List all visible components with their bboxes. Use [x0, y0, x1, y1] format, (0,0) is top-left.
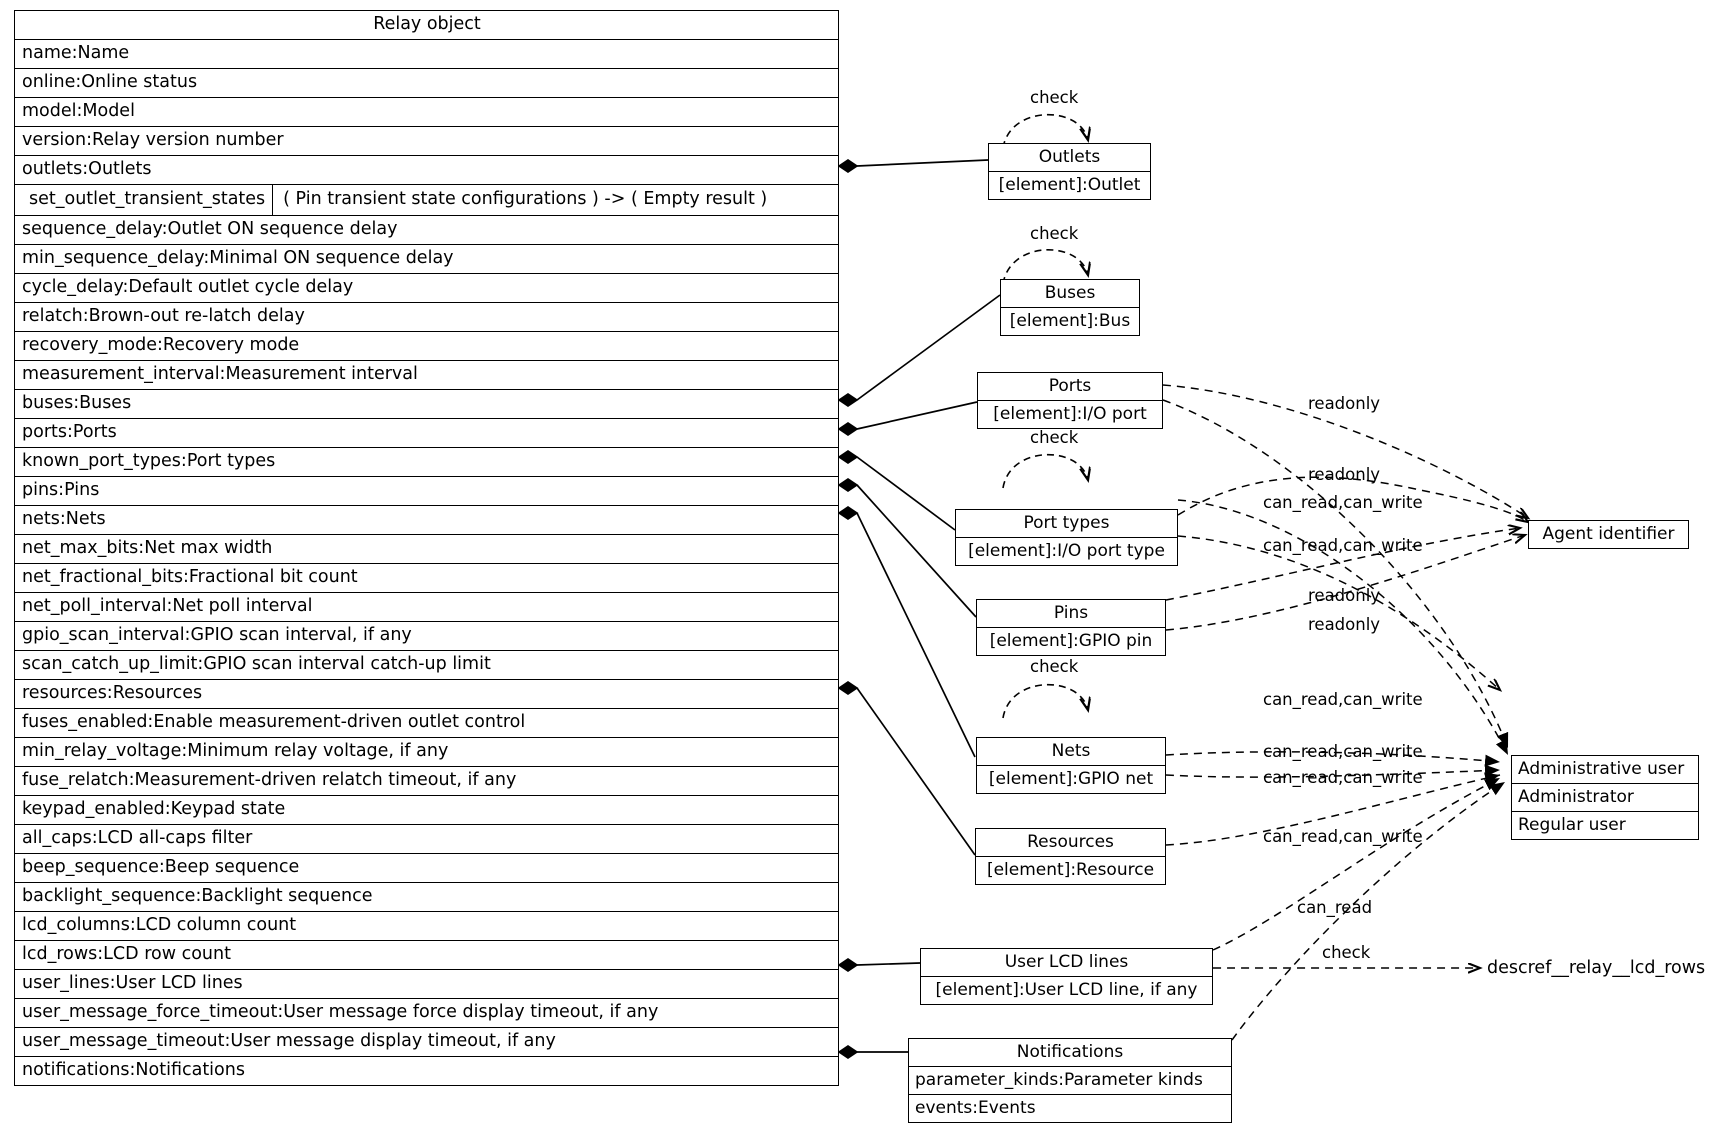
- class-buses: [1000, 279, 1140, 336]
- attribute-row: user_message_timeout:User message display timeout, if any: [15, 1027, 838, 1056]
- attribute-row: lcd_rows:LCD row count: [15, 940, 838, 969]
- class-member: [element]:Bus: [1001, 307, 1139, 335]
- attribute-row: backlight_sequence:Backlight sequence: [15, 882, 838, 911]
- attribute-row: sequence_delay:Outlet ON sequence delay: [15, 215, 838, 244]
- attribute-row: version:Relay version number: [15, 126, 838, 155]
- attribute-row: name:Name: [15, 39, 838, 68]
- edge-label-rw-resources: can_read,can_write: [1263, 827, 1423, 846]
- edge-label-check-lcd: check: [1322, 943, 1371, 962]
- edge-label-readonly-pins-2: readonly: [1308, 615, 1381, 634]
- class-relay-object: [14, 10, 839, 1086]
- class-member: [element]:Resource: [976, 856, 1165, 884]
- class-title: Resources: [1027, 832, 1114, 852]
- operation-name: set_outlet_transient_states: [22, 185, 273, 215]
- edge-label-rw-nets-a: can_read,can_write: [1263, 742, 1423, 761]
- edge-label-can-read-lcd: can_read: [1297, 898, 1373, 917]
- attribute-row: min_relay_voltage:Minimum relay voltage, if any: [15, 737, 838, 766]
- class-title: Notifications: [1016, 1042, 1124, 1062]
- class-title: Administrative user: [1518, 759, 1685, 779]
- class-title: Relay object: [373, 14, 481, 34]
- descref-label: descref__relay__lcd_rows: [1487, 958, 1706, 978]
- class-title: Agent identifier: [1542, 524, 1675, 544]
- class-administrative-user: [1511, 755, 1699, 840]
- class-member: Administrator: [1512, 783, 1698, 811]
- edge-label-readonly-port-types: readonly: [1308, 465, 1381, 484]
- class-outlets: [988, 143, 1151, 200]
- class-user-lcd-lines: [920, 948, 1213, 1005]
- edge-label-rw-pins: can_read,can_write: [1263, 690, 1423, 709]
- attribute-row: lcd_columns:LCD column count: [15, 911, 838, 940]
- attribute-row: cycle_delay:Default outlet cycle delay: [15, 273, 838, 302]
- attribute-row: resources:Resources: [15, 679, 838, 708]
- attribute-row: scan_catch_up_limit:GPIO scan interval catch-up limit: [15, 650, 838, 679]
- attribute-row: user_lines:User LCD lines: [15, 969, 838, 998]
- edge-label-check-nets: check: [1030, 657, 1079, 676]
- attribute-row: recovery_mode:Recovery mode: [15, 331, 838, 360]
- class-title: Buses: [1044, 283, 1096, 303]
- edge-label-rw-nets-b: can_read,can_write: [1263, 768, 1423, 787]
- class-member: [element]:User LCD line, if any: [921, 976, 1212, 1004]
- attribute-row: net_fractional_bits:Fractional bit count: [15, 563, 838, 592]
- attribute-row: online:Online status: [15, 68, 838, 97]
- attribute-row: keypad_enabled:Keypad state: [15, 795, 838, 824]
- class-port-types: [955, 509, 1178, 566]
- edge-label-readonly-ports: readonly: [1308, 394, 1381, 413]
- edge-label-check-port-types: check: [1030, 428, 1079, 447]
- edge-label-rw-port-types-a: can_read,can_write: [1263, 493, 1423, 512]
- edge-label-readonly-pins: readonly: [1308, 586, 1381, 605]
- class-member: [element]:I/O port type: [956, 537, 1177, 565]
- edge-label-rw-port-types-b: can_read,can_write: [1263, 536, 1423, 555]
- class-member: [element]:Outlet: [989, 171, 1150, 199]
- attribute-row: fuses_enabled:Enable measurement-driven outlet control: [15, 708, 838, 737]
- operation-row: [15, 184, 838, 215]
- class-title: Ports: [1048, 376, 1092, 396]
- attribute-row: known_port_types:Port types: [15, 447, 838, 476]
- attribute-row: net_max_bits:Net max width: [15, 534, 838, 563]
- attribute-row: relatch:Brown-out re-latch delay: [15, 302, 838, 331]
- attribute-row: outlets:Outlets: [15, 155, 838, 184]
- attribute-row: nets:Nets: [15, 505, 838, 534]
- class-agent-identifier: [1528, 520, 1689, 549]
- class-title: User LCD lines: [1004, 952, 1129, 972]
- class-title: Pins: [1053, 603, 1089, 623]
- class-notifications: [908, 1038, 1232, 1123]
- attribute-row: beep_sequence:Beep sequence: [15, 853, 838, 882]
- operation-signature: ( Pin transient state configurations ) -> ( Empty result ): [283, 189, 768, 209]
- class-member: events:Events: [909, 1094, 1231, 1122]
- class-pins: [976, 599, 1166, 656]
- class-member: [element]:GPIO pin: [977, 627, 1165, 655]
- attribute-row: min_sequence_delay:Minimal ON sequence delay: [15, 244, 838, 273]
- class-resources: [975, 828, 1166, 885]
- edge-label-check-outlets: check: [1030, 88, 1079, 107]
- class-nets: [976, 737, 1166, 794]
- class-member: Regular user: [1512, 811, 1698, 839]
- attribute-row: net_poll_interval:Net poll interval: [15, 592, 838, 621]
- class-title: Nets: [1051, 741, 1091, 761]
- class-title: Outlets: [1038, 147, 1101, 167]
- class-ports: [977, 372, 1163, 429]
- attribute-row: all_caps:LCD all-caps filter: [15, 824, 838, 853]
- attribute-row: gpio_scan_interval:GPIO scan interval, if any: [15, 621, 838, 650]
- attribute-row: buses:Buses: [15, 389, 838, 418]
- class-member: parameter_kinds:Parameter kinds: [909, 1066, 1231, 1094]
- edge-label-check-buses: check: [1030, 224, 1079, 243]
- attribute-row: model:Model: [15, 97, 838, 126]
- attribute-row: user_message_force_timeout:User message force display timeout, if any: [15, 998, 838, 1027]
- class-title: Port types: [1023, 513, 1110, 533]
- class-member: [element]:GPIO net: [977, 765, 1165, 793]
- attribute-row: measurement_interval:Measurement interval: [15, 360, 838, 389]
- attribute-row: ports:Ports: [15, 418, 838, 447]
- attribute-row: fuse_relatch:Measurement-driven relatch timeout, if any: [15, 766, 838, 795]
- class-member: [element]:I/O port: [978, 400, 1162, 428]
- attribute-row: pins:Pins: [15, 476, 838, 505]
- attribute-row: notifications:Notifications: [15, 1056, 838, 1085]
